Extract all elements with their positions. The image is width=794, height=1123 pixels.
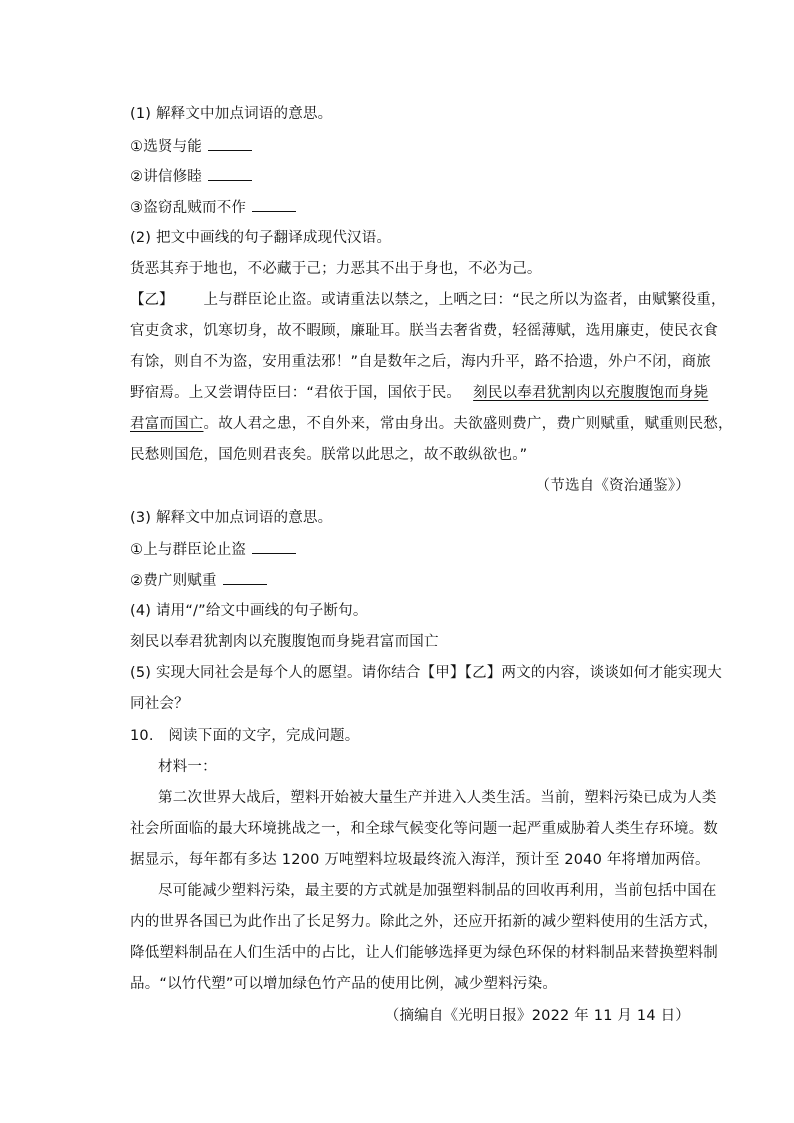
- underlined-sentence-part-2: 君富而国亡: [130, 416, 204, 432]
- yi-line-5-text: 。故人君之患，不自外来，常由身出。夫欲盛则费广，费广则赋重，赋重则民愁，: [203, 416, 733, 432]
- para2-line-3: 降低塑料制品在人们生活中的占比，让人们能够选择更为绿色环保的材料制品来替换塑料制: [130, 945, 718, 961]
- q3-header: (3) 解释文中加点词语的意思。: [130, 510, 333, 526]
- answer-blank[interactable]: [252, 539, 296, 554]
- q5-line-2: 同社会？: [130, 696, 189, 712]
- yi-line-4-text: 野宿焉。上又尝谓侍臣曰：“君依于国，国依于民。: [130, 385, 462, 401]
- q1-item-1-text: ①选贤与能: [130, 139, 202, 155]
- yi-line-5: [130, 414, 733, 434]
- para1-line-3: 据显示，每年都有多达 1200 万吨塑料垃圾最终流入海洋，预计至 2040 年将增加两倍。: [130, 852, 710, 868]
- q1-item-3-text: ③盗窃乱贼而不作: [130, 200, 247, 216]
- answer-blank[interactable]: [223, 570, 267, 585]
- q1-item-2-text: ②讲信修睦: [130, 169, 202, 185]
- para2-line-4: 品。“以竹代塑”可以增加绿色竹产品的使用比例，减少塑料污染。: [130, 976, 558, 992]
- q10-header: 10. 阅读下面的文字，完成问题。: [130, 728, 360, 744]
- para1-line-2: 社会所面临的最大环境挑战之一，和全球气候变化等问题一起严重威胁着人类生存环境。数: [130, 821, 718, 837]
- q3-item-2-text: ②费广则赋重: [130, 573, 217, 589]
- q1-item-2: [130, 166, 700, 187]
- yi-line-2: 官吏贪求，饥寒切身，故不暇顾，廉耻耳。朕当去奢省费，轻徭薄赋，选用廉吏，使民衣食: [130, 323, 718, 339]
- q3-item-1: [130, 539, 700, 560]
- q1-item-1: [130, 136, 700, 157]
- answer-blank[interactable]: [252, 197, 296, 212]
- q2-sentence: 货恶其弃于地也，不必藏于己；力恶其不出于身也，不必为己。: [130, 261, 542, 277]
- q5-line-1: (5) 实现大同社会是每个人的愿望。请你结合【甲】【乙】两文的内容，谈谈如何才能实现大: [130, 665, 722, 681]
- answer-blank[interactable]: [208, 136, 252, 151]
- q1-header: (1) 解释文中加点词语的意思。: [130, 106, 333, 122]
- q10-source: （摘编自《光明日报》2022 年 11 月 14 日）: [384, 1008, 690, 1024]
- para2-line-2: 内的世界各国已为此作出了长足努力。除此之外，还应开拓新的减少塑料使用的生活方式，: [130, 914, 718, 930]
- q3-item-1-text: ①上与群臣论止盗: [130, 542, 247, 558]
- q1-item-3: [130, 197, 700, 218]
- q4-header: (4) 请用“/”给文中画线的句子断句。: [130, 603, 368, 619]
- yi-line-1-text: 上与群臣论止盗。或请重法以禁之，上哂之曰：“民之所以为盗者，由赋繁役重，: [203, 292, 726, 308]
- q2-header: (2) 把文中画线的句子翻译成现代汉语。: [130, 230, 392, 246]
- para1-line-1: 第二次世界大战后，塑料开始被大量生产并进入人类生活。当前，塑料污染已成为人类: [158, 790, 717, 806]
- yi-line-6: 民愁则国危，国危则君丧矣。朕常以此思之，故不敢纵欲也。”: [130, 447, 528, 463]
- yi-tag: 【乙】: [130, 292, 174, 308]
- q4-sentence: 刻民以奉君犹割肉以充腹腹饱而身毙君富而国亡: [130, 634, 439, 650]
- material-label: 材料一：: [158, 759, 217, 775]
- para2-line-1: 尽可能减少塑料污染，最主要的方式就是加强塑料制品的回收再利用，当前包括中国在: [158, 883, 717, 899]
- yi-line-3: 有馀，则自不为盗，安用重法邪！”自是数年之后，海内升平，路不拾遗，外户不闭，商旅: [130, 354, 712, 370]
- yi-line-4: [130, 383, 709, 403]
- answer-blank[interactable]: [208, 166, 252, 181]
- q3-item-2: [130, 570, 700, 591]
- underlined-sentence-part-1: 刻民以奉君犹割肉以充腹腹饱而身毙: [473, 385, 709, 401]
- yi-line-1: [130, 290, 726, 310]
- yi-source: （节选自《资治通鉴》）: [535, 478, 690, 494]
